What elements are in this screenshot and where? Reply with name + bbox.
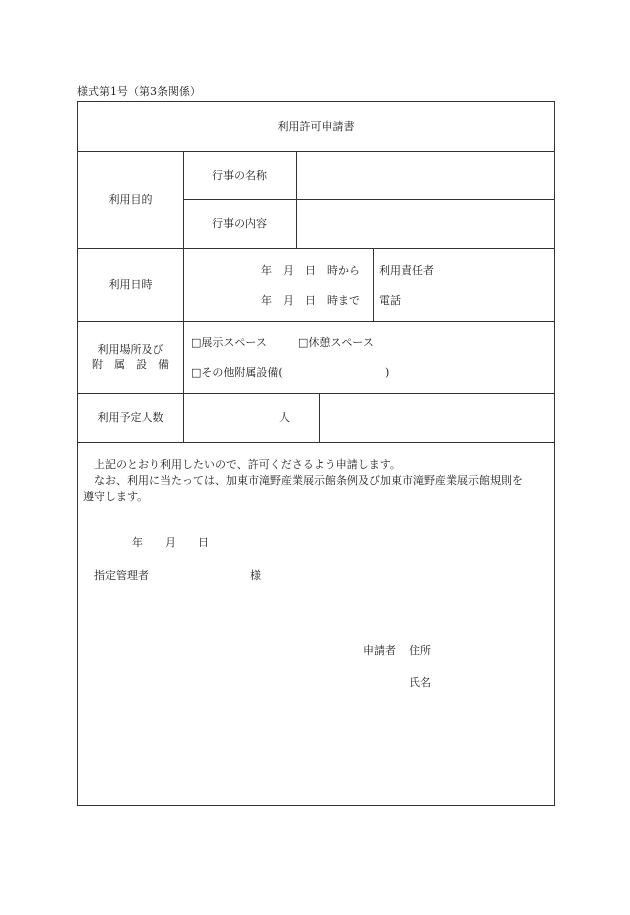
event-content-field[interactable] — [297, 200, 554, 248]
option-other-facilities[interactable]: □その他附属設備( — [191, 366, 283, 379]
option-exhibition-space[interactable]: □展示スペース — [191, 336, 267, 349]
statement-line3: 遵守します。 — [83, 490, 149, 503]
attendance-unit: 人 — [279, 411, 290, 424]
honorific: 様 — [250, 569, 261, 582]
event-name-field[interactable] — [297, 152, 554, 199]
event-content-label: 行事の内容 — [212, 217, 267, 230]
datetime-label: 利用日時 — [108, 278, 153, 291]
application-date[interactable]: 年 月 日 — [132, 536, 209, 549]
phone-label: 電話 — [379, 294, 401, 307]
applicant-label: 申請者 — [363, 644, 396, 657]
name-label: 氏名 — [409, 676, 431, 689]
statement-line2: なお、利用に当たっては、加東市滝野産業展示館条例及び加東市滝野産業展示館規則を — [94, 474, 523, 487]
addressee: 指定管理者 — [94, 569, 149, 582]
form-title: 利用許可申請書 — [277, 120, 355, 133]
option-other-close: ) — [385, 366, 390, 379]
attendance-label: 利用予定人数 — [97, 411, 164, 424]
rule-attendance — [78, 442, 554, 443]
col-datetime-divider — [373, 248, 374, 321]
rule-datetime — [78, 321, 554, 322]
datetime-to[interactable]: 年 月 日 時まで — [261, 294, 360, 307]
form-number: 様式第1号（第3条関係） — [77, 85, 201, 98]
attendance-field[interactable] — [184, 394, 274, 442]
col-attendance-divider — [319, 393, 320, 442]
place-label-line2: 附 属 設 備 — [92, 358, 169, 371]
statement-line1: 上記のとおり利用したいので、許可くださるよう申請します。 — [94, 458, 401, 471]
datetime-from[interactable]: 年 月 日 時から — [261, 264, 360, 277]
purpose-label: 利用目的 — [108, 193, 153, 206]
place-label-line1: 利用場所及び — [97, 343, 164, 356]
application-form — [77, 101, 555, 806]
rule-purpose — [78, 248, 554, 249]
event-name-label: 行事の名称 — [212, 169, 267, 182]
responsible-label: 利用責任者 — [379, 264, 434, 277]
address-label: 住所 — [409, 644, 431, 657]
option-rest-space[interactable]: □休憩スペース — [298, 336, 374, 349]
rule-place — [78, 393, 554, 394]
